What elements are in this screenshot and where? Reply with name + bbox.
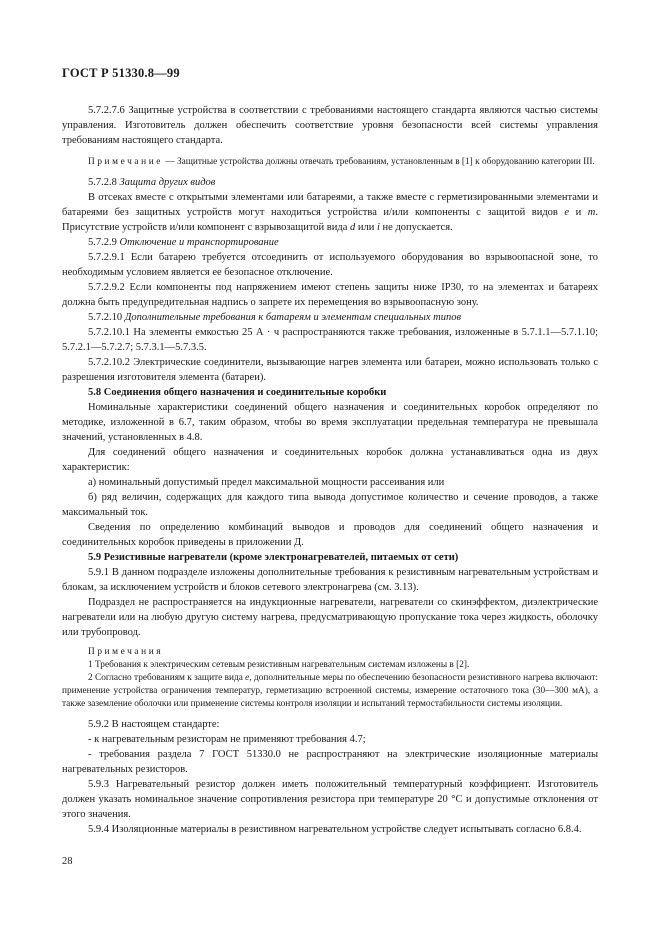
- clause-5-9-1: 5.9.1 В данном подразделе изложены дополнительные требования к резистивным нагревательным устройствам и блокам, за исключением устройств и блоков сетевого электронагрева (см. 3.13).: [62, 567, 598, 593]
- section-5-8-para-1: Номинальные характеристики соединений общего назначения и соединительных коробок определяют по методике, изложенной в 6.7, таким образом, чтобы во время эксплуатации предельная температура не превышала значений, установленных в 4.8.: [62, 402, 598, 443]
- clause-number: 5.7.2.8: [88, 177, 120, 188]
- clause-number: 5.7.2.10: [88, 312, 125, 323]
- clause-5-7-2-10-heading: [62, 310, 598, 325]
- list-item-b: б) ряд величин, содержащих для каждого типа вывода допустимое количество и сечение проводов, а также максимальный ток.: [62, 492, 598, 518]
- clause-5-9-4: 5.9.4 Изоляционные материалы в резистивном нагревательном устройстве следует испытывать согласно 6.8.4.: [88, 824, 582, 835]
- text-run: или: [355, 222, 377, 233]
- note-1: 1 Требования к электрическим сетевым резистивным нагревательным системам изложены в [2].: [88, 660, 470, 670]
- note-protective-devices: [62, 156, 598, 169]
- text-run: , дополнительные меры по обеспечению безопасности резистивного нагрева включают: применение устройства ограничения температур, герметизацию встроенной системы, измерение остаточного тока (30—300 мА), а также заземление оболочки или применение системы контроля изоляции и испытаний термостабильности системы изоляции.: [62, 673, 598, 709]
- protection-type-i: i: [377, 222, 380, 233]
- clause-number: 5.7.2.9: [88, 237, 120, 248]
- text-run: . Присутствие устройств и/или компонент с взрывозащитой вида: [62, 207, 598, 233]
- note-text: — Защитные устройства должны отвечать требованиям, установленным в [1] к оборудованию категории III.: [163, 157, 595, 167]
- notes-label: Примечания: [88, 647, 164, 657]
- document-body: [62, 99, 598, 837]
- clause-5-9-1-para-2: Подраздел не распространяется на индукционные нагреватели, нагреватели со скинэффектом, диэлектрические нагреватели или на любую другую систему нагрева, предусматривающую пропускание тока через жидкость, оболочку или трубопровод.: [62, 597, 598, 638]
- section-5-8-heading: 5.8 Соединения общего назначения и соединительные коробки: [88, 387, 387, 398]
- text-run: и: [569, 207, 588, 218]
- clause-5-9-3: 5.9.3 Нагревательный резистор должен иметь положительный температурный коэффициент. Изготовитель должен указать номинальное значение сопротивления резистора при температуре 20 °С и допустимые отклонения от этого значения.: [62, 779, 598, 820]
- section-5-8-para-2: Для соединений общего назначения и соединительных коробок должна устанавливаться одна из двух характеристик:: [62, 447, 598, 473]
- standard-header: ГОСТ Р 51330.8—99: [62, 66, 180, 80]
- clause-title: Отключение и транспортирование: [119, 237, 279, 248]
- text-run: не допускается.: [379, 222, 453, 233]
- note-label: Примечание: [88, 157, 163, 167]
- clause-5-7-2-7-6: 5.7.2.7.6 Защитные устройства в соответствии с требованиями настоящего стандарта являются частью системы управления. Изготовитель должен обеспечить соответствие уровня безопасности всей системы управления требованиям настоящего стандарта.: [62, 105, 598, 146]
- clause-title: Защита других видов: [119, 177, 216, 188]
- notes-heating: [62, 646, 598, 711]
- clause-5-7-2-9-2: 5.7.2.9.2 Если компоненты под напряжением имеют степень защиты ниже IP30, то на элементах и батареях должна быть предупредительная надпись о запрете их перемещения во взрывоопасную зону.: [62, 282, 598, 308]
- clause-title: Дополнительные требования к батареям и элементам специальных типов: [124, 312, 462, 323]
- text-run: В отсеках вместе с открытыми элементами или батареями, а также вместе с герметизированными элементами и батареями без защитных устройств могут находиться устройства и/или компоненты с защитой видов: [62, 192, 598, 218]
- clause-5-9-2-item-1: - к нагревательным резисторам не применяют требования 4.7;: [88, 734, 366, 745]
- text-run: 2 Согласно требованиям к защите вида: [88, 673, 246, 683]
- clause-5-7-2-8-text: [62, 190, 598, 235]
- list-item-a: а) номинальный допустимый предел максимальной мощности рассеивания или: [88, 477, 445, 488]
- clause-5-7-2-10-2: 5.7.2.10.2 Электрические соединители, вызывающие нагрев элемента или батареи, можно использовать только с разрешения изготовителя элемента (батареи).: [62, 357, 598, 383]
- clause-5-7-2-8-heading: [62, 175, 598, 190]
- clause-5-9-2: 5.9.2 В настоящем стандарте:: [88, 719, 220, 730]
- section-5-9-heading: 5.9 Резистивные нагреватели (кроме электронагревателей, питаемых от сети): [88, 552, 459, 563]
- clause-5-7-2-9-heading: [62, 235, 598, 250]
- clause-5-7-2-9-1: 5.7.2.9.1 Если батарею требуется отсоединить от используемого оборудования во взрывоопасной зоне, то необходимым условием является ее безопасное отключение.: [62, 252, 598, 278]
- protection-type-e: е: [564, 207, 570, 218]
- page-number: 28: [62, 856, 73, 867]
- clause-5-7-2-10-1: 5.7.2.10.1 На элементы емкостью 25 А · ч распространяются также требования, изложенные в 5.7.1.1—5.7.1.10; 5.7.2.1—5.7.2.7; 5.7.3.1—5.7.3.5.: [62, 327, 598, 353]
- protection-type-d: d: [350, 222, 356, 233]
- section-5-8-para-3: Сведения по определению комбинаций выводов и проводов для соединений общего назначения и соединительных коробок приведены в приложении Д.: [62, 522, 598, 548]
- clause-5-9-2-item-2: - требования раздела 7 ГОСТ 51330.0 не распространяют на электрические изоляционные материалы нагревательных резисторов.: [62, 749, 598, 775]
- protection-type-m: т: [587, 207, 596, 218]
- protection-type-e: е: [245, 673, 250, 683]
- note-2: [62, 672, 598, 711]
